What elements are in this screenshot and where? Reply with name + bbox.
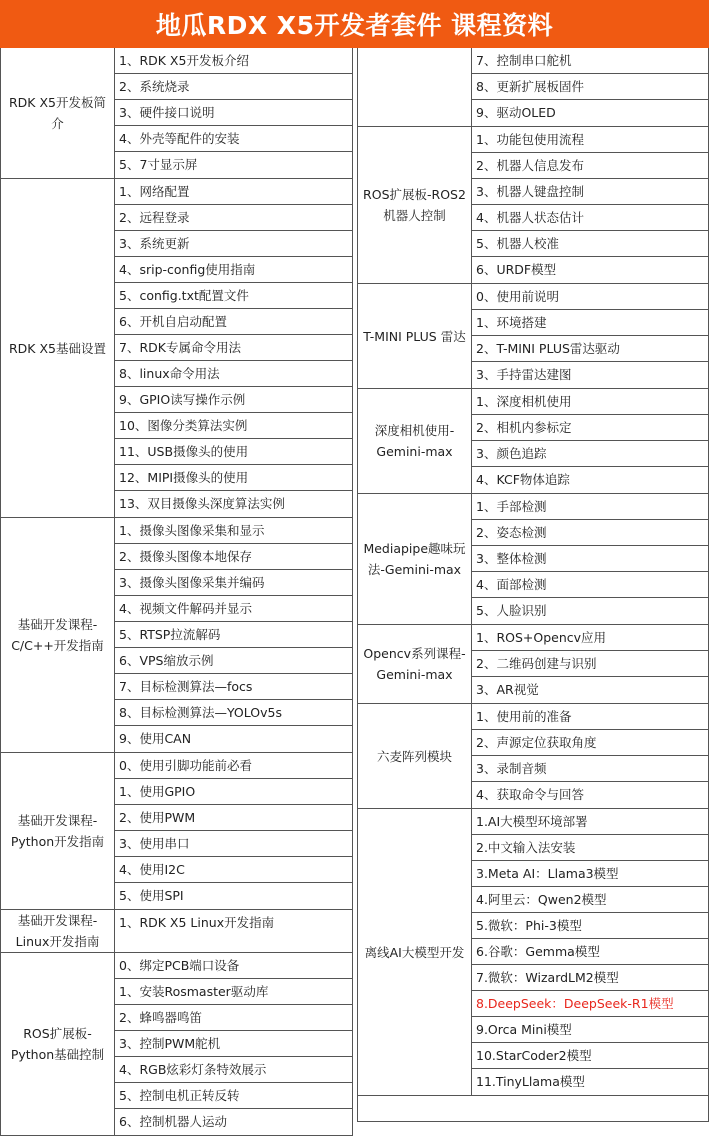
- lesson-item: 1、RDK X5开发板介绍: [115, 48, 352, 74]
- lesson-item: 2、系统烧录: [115, 74, 352, 100]
- course-section: [0, 48, 353, 179]
- lesson-item: 1、安装Rosmaster驱动库: [115, 979, 352, 1005]
- lesson-item: 1、使用前的准备: [472, 704, 708, 730]
- lesson-item: 3、手持雷达建图: [476, 367, 572, 382]
- lesson-item: 0、绑定PCB端口设备: [115, 953, 352, 979]
- lesson-item: 5、机器人校准: [472, 231, 708, 257]
- lesson-item: 2、摄像头图像本地保存: [115, 544, 352, 570]
- section-items: [115, 179, 352, 517]
- course-section: [0, 179, 353, 518]
- section-label: RDK X5开发板简介: [1, 48, 115, 178]
- course-section: [0, 753, 353, 910]
- lesson-item: 0、使用前说明: [472, 284, 708, 310]
- lesson-item: 3、系统更新: [115, 231, 352, 257]
- section-label: 基础开发课程-Linux开发指南: [1, 910, 115, 952]
- lesson-item: 1、手部检测: [472, 494, 708, 520]
- section-label: 深度相机使用-Gemini-max: [358, 389, 472, 493]
- course-section: [357, 704, 709, 809]
- course-section: [0, 953, 353, 1136]
- lesson-item: 9、驱动OLED: [476, 105, 556, 120]
- section-items: [115, 518, 352, 752]
- lesson-item: 3、机器人键盘控制: [472, 179, 708, 205]
- lesson-item: 10、图像分类算法实例: [115, 413, 352, 439]
- lesson-item: 13、双目摄像头深度算法实例: [119, 496, 285, 511]
- lesson-item: 1、功能包使用流程: [472, 127, 708, 153]
- lesson-item: 1、深度相机使用: [472, 389, 708, 415]
- lesson-item: 1、环境搭建: [472, 310, 708, 336]
- section-label: ROS扩展板-Python基础控制: [1, 953, 115, 1135]
- lesson-item: 2、相机内参标定: [472, 415, 708, 441]
- course-section: [357, 494, 709, 625]
- section-items: [472, 625, 708, 703]
- empty-cell: [357, 1096, 709, 1122]
- lesson-item: 11.TinyLlama模型: [476, 1074, 585, 1089]
- lesson-item: 7.微软：WizardLM2模型: [472, 965, 708, 991]
- lesson-item: 3、AR视觉: [476, 682, 539, 697]
- section-label: Opencv系列课程-Gemini-max: [358, 625, 472, 703]
- section-label: T-MINI PLUS 雷达: [358, 284, 472, 388]
- section-items: [115, 753, 352, 909]
- lesson-item: 1、RDK X5 Linux开发指南: [119, 915, 275, 930]
- lesson-item: 6.谷歌：Gemma模型: [472, 939, 708, 965]
- section-label: RDK X5基础设置: [1, 179, 115, 517]
- section-items: [472, 284, 708, 388]
- section-items: [115, 953, 352, 1135]
- lesson-item: 3、整体检测: [472, 546, 708, 572]
- lesson-item: 4、RGB炫彩灯条特效展示: [115, 1057, 352, 1083]
- lesson-item: 5、控制电机正转反转: [115, 1083, 352, 1109]
- section-items: [472, 809, 708, 1095]
- lesson-item: 6、控制机器人运动: [119, 1114, 227, 1129]
- lesson-item: 1、网络配置: [115, 179, 352, 205]
- section-label: ROS扩展板-ROS2机器人控制: [358, 127, 472, 283]
- lesson-item: 1、使用GPIO: [115, 779, 352, 805]
- lesson-item: 2、使用PWM: [115, 805, 352, 831]
- page-title: 地瓜RDX X5开发者套件 课程资料: [0, 0, 709, 48]
- section-items: [472, 389, 708, 493]
- lesson-item: 7、RDK专属命令用法: [115, 335, 352, 361]
- lesson-item: 0、使用引脚功能前必看: [115, 753, 352, 779]
- course-section: [0, 518, 353, 753]
- course-section: [357, 625, 709, 704]
- lesson-item: 7、控制串口舵机: [472, 48, 708, 74]
- section-items: [472, 704, 708, 808]
- lesson-item: 4、KCF物体追踪: [476, 472, 570, 487]
- lesson-item: 12、MIPI摄像头的使用: [115, 465, 352, 491]
- lesson-item: 4、外壳等配件的安装: [115, 126, 352, 152]
- course-section: [357, 48, 709, 127]
- section-items: [115, 910, 352, 952]
- lesson-item: 4、视频文件解码并显示: [115, 596, 352, 622]
- lesson-item: 6、URDF模型: [476, 262, 557, 277]
- lesson-item: 9、使用CAN: [119, 731, 192, 746]
- lesson-item: 3、颜色追踪: [472, 441, 708, 467]
- lesson-item: 9、GPIO读写操作示例: [115, 387, 352, 413]
- lesson-item: 2、蜂鸣器鸣笛: [115, 1005, 352, 1031]
- course-section: [357, 284, 709, 389]
- lesson-item: 3、控制PWM舵机: [115, 1031, 352, 1057]
- lesson-item: 4、srip-config使用指南: [115, 257, 352, 283]
- lesson-item: 4、获取命令与回答: [476, 787, 584, 802]
- course-section: [0, 910, 353, 953]
- lesson-item: 9.Orca Mini模型: [472, 1017, 708, 1043]
- lesson-item: 3、使用串口: [115, 831, 352, 857]
- lesson-item: 3、录制音频: [472, 756, 708, 782]
- left-column: [0, 48, 353, 1136]
- lesson-item: 2、声源定位获取角度: [472, 730, 708, 756]
- lesson-item: 2.中文输入法安装: [472, 835, 708, 861]
- lesson-item: 4.阿里云：Qwen2模型: [472, 887, 708, 913]
- lesson-item: 4、面部检测: [472, 572, 708, 598]
- lesson-item: 8、linux命令用法: [115, 361, 352, 387]
- lesson-item: 5、RTSP拉流解码: [115, 622, 352, 648]
- section-label: 六麦阵列模块: [358, 704, 472, 808]
- lesson-item: 10.StarCoder2模型: [472, 1043, 708, 1069]
- lesson-item: 3.Meta AI：Llama3模型: [472, 861, 708, 887]
- lesson-item: 11、USB摄像头的使用: [115, 439, 352, 465]
- lesson-item: 4、机器人状态估计: [472, 205, 708, 231]
- lesson-item: 5、人脸识别: [476, 603, 547, 618]
- section-label: Mediapipe趣味玩法-Gemini-max: [358, 494, 472, 624]
- lesson-item: 6、VPS缩放示例: [115, 648, 352, 674]
- course-section: [357, 127, 709, 284]
- lesson-item: 3、硬件接口说明: [115, 100, 352, 126]
- lesson-item: 1、ROS+Opencv应用: [472, 625, 708, 651]
- lesson-item: 2、姿态检测: [472, 520, 708, 546]
- section-items: [115, 48, 352, 178]
- course-section: [357, 809, 709, 1096]
- section-items: [472, 494, 708, 624]
- lesson-item: 8.DeepSeek：DeepSeek-R1模型: [472, 991, 708, 1017]
- section-label: 基础开发课程-C/C++开发指南: [1, 518, 115, 752]
- section-items: [472, 48, 708, 126]
- section-items: [472, 127, 708, 283]
- lesson-item: 5.微软：Phi-3模型: [472, 913, 708, 939]
- lesson-item: 2、T-MINI PLUS雷达驱动: [472, 336, 708, 362]
- lesson-item: 7、目标检测算法—focs: [115, 674, 352, 700]
- lesson-item: 2、二维码创建与识别: [472, 651, 708, 677]
- lesson-item: 2、远程登录: [115, 205, 352, 231]
- lesson-item: 1.AI大模型环境部署: [472, 809, 708, 835]
- section-label: 基础开发课程-Python开发指南: [1, 753, 115, 909]
- lesson-item: 1、摄像头图像采集和显示: [115, 518, 352, 544]
- lesson-item: 3、摄像头图像采集并编码: [115, 570, 352, 596]
- lesson-item: 4、使用I2C: [115, 857, 352, 883]
- lesson-item: 6、开机自启动配置: [115, 309, 352, 335]
- lesson-item: 5、7寸显示屏: [119, 157, 198, 172]
- section-label: 离线AI大模型开发: [358, 809, 472, 1095]
- lesson-item: 5、config.txt配置文件: [115, 283, 352, 309]
- lesson-item: 2、机器人信息发布: [472, 153, 708, 179]
- course-section: [357, 389, 709, 494]
- lesson-item: 5、使用SPI: [119, 888, 184, 903]
- lesson-item: 8、目标检测算法—YOLOv5s: [115, 700, 352, 726]
- right-column: [357, 48, 709, 1122]
- lesson-item: 8、更新扩展板固件: [472, 74, 708, 100]
- section-label: [358, 48, 472, 126]
